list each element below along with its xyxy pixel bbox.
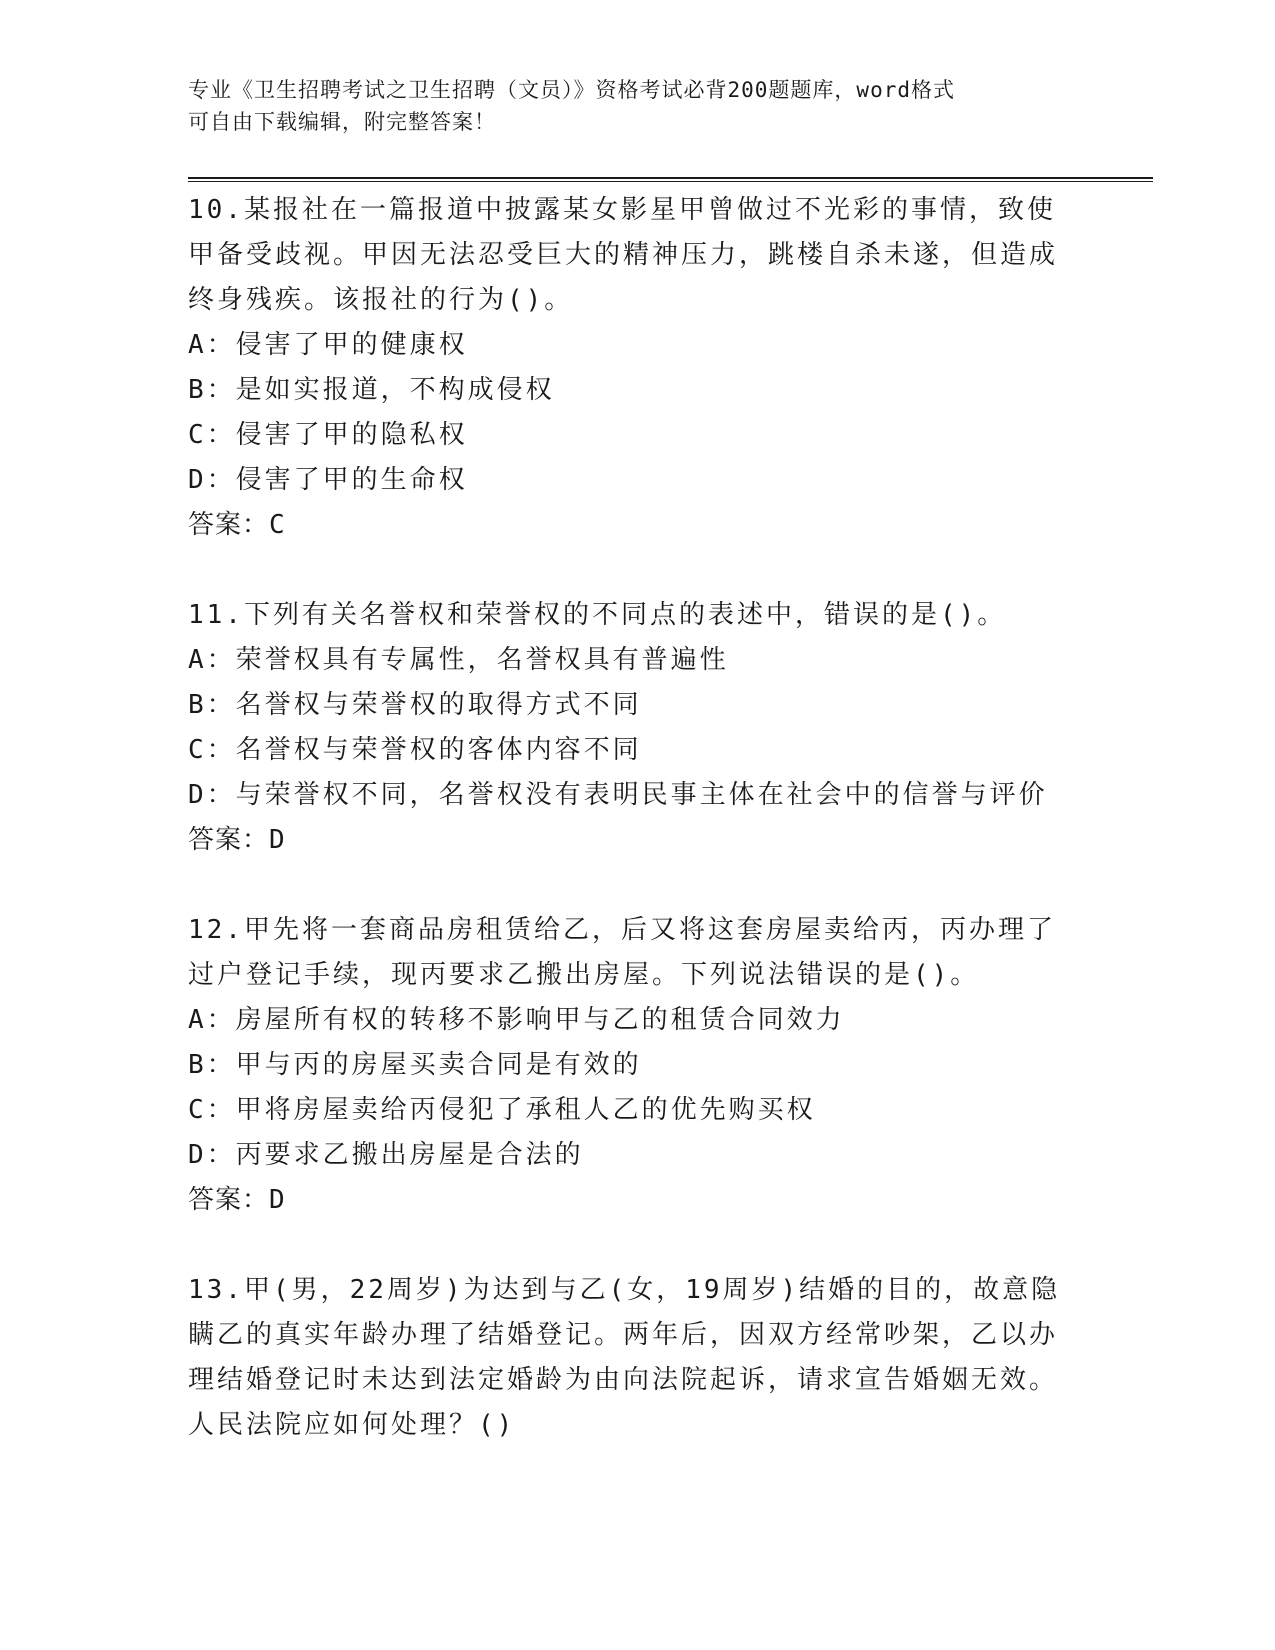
- question-text: 10.某报社在一篇报道中披露某女影星甲曾做过不光彩的事情，致使甲备受歧视。甲因无法忍受巨大的精神压力，跳楼自杀未遂，但造成终身残疾。该报社的行为()。: [188, 195, 1059, 315]
- option-b: B：是如实报道，不构成侵权: [188, 375, 555, 405]
- question-list: [188, 188, 1088, 1493]
- option-a: A：侵害了甲的健康权: [188, 330, 468, 360]
- question-10: [188, 188, 1088, 548]
- header-line-1: 专业《卫生招聘考试之卫生招聘（文员）》资格考试必背200题题库，word格式: [188, 78, 955, 102]
- answer: 答案：C: [188, 510, 286, 540]
- question-13: [188, 1268, 1088, 1448]
- header-line-2: 可自由下载编辑，附完整答案！: [188, 110, 496, 134]
- question-text: 13.甲(男，22周岁)为达到与乙(女，19周岁)结婚的目的，故意隐瞒乙的真实年龄办理了结婚登记。两年后，因双方经常吵架，乙以办理结婚登记时未达到法定婚龄为由向法院起诉，请求宣告婚姻无效。人民法院应如何处理？(): [188, 1275, 1061, 1440]
- header-divider: [188, 177, 1153, 182]
- option-b: B：甲与丙的房屋买卖合同是有效的: [188, 1050, 642, 1080]
- option-c: C：甲将房屋卖给丙侵犯了承租人乙的优先购买权: [188, 1095, 816, 1125]
- question-12: [188, 908, 1088, 1223]
- question-text: 11.下列有关名誉权和荣誉权的不同点的表述中，错误的是()。: [188, 600, 1007, 630]
- answer: 答案：D: [188, 1185, 286, 1215]
- option-c: C：侵害了甲的隐私权: [188, 420, 468, 450]
- option-d: D：与荣誉权不同，名誉权没有表明民事主体在社会中的信誉与评价: [188, 780, 1048, 810]
- option-b: B：名誉权与荣誉权的取得方式不同: [188, 690, 642, 720]
- document-header: [188, 74, 1088, 138]
- question-text: 12.甲先将一套商品房租赁给乙，后又将这套房屋卖给丙，丙办理了过户登记手续，现丙要求乙搬出房屋。下列说法错误的是()。: [188, 915, 1056, 990]
- option-a: A：房屋所有权的转移不影响甲与乙的租赁合同效力: [188, 1005, 845, 1035]
- option-a: A：荣誉权具有专属性，名誉权具有普遍性: [188, 645, 729, 675]
- option-c: C：名誉权与荣誉权的客体内容不同: [188, 735, 642, 765]
- option-d: D：侵害了甲的生命权: [188, 465, 468, 495]
- option-d: D：丙要求乙搬出房屋是合法的: [188, 1140, 584, 1170]
- answer: 答案：D: [188, 825, 286, 855]
- question-11: [188, 593, 1088, 863]
